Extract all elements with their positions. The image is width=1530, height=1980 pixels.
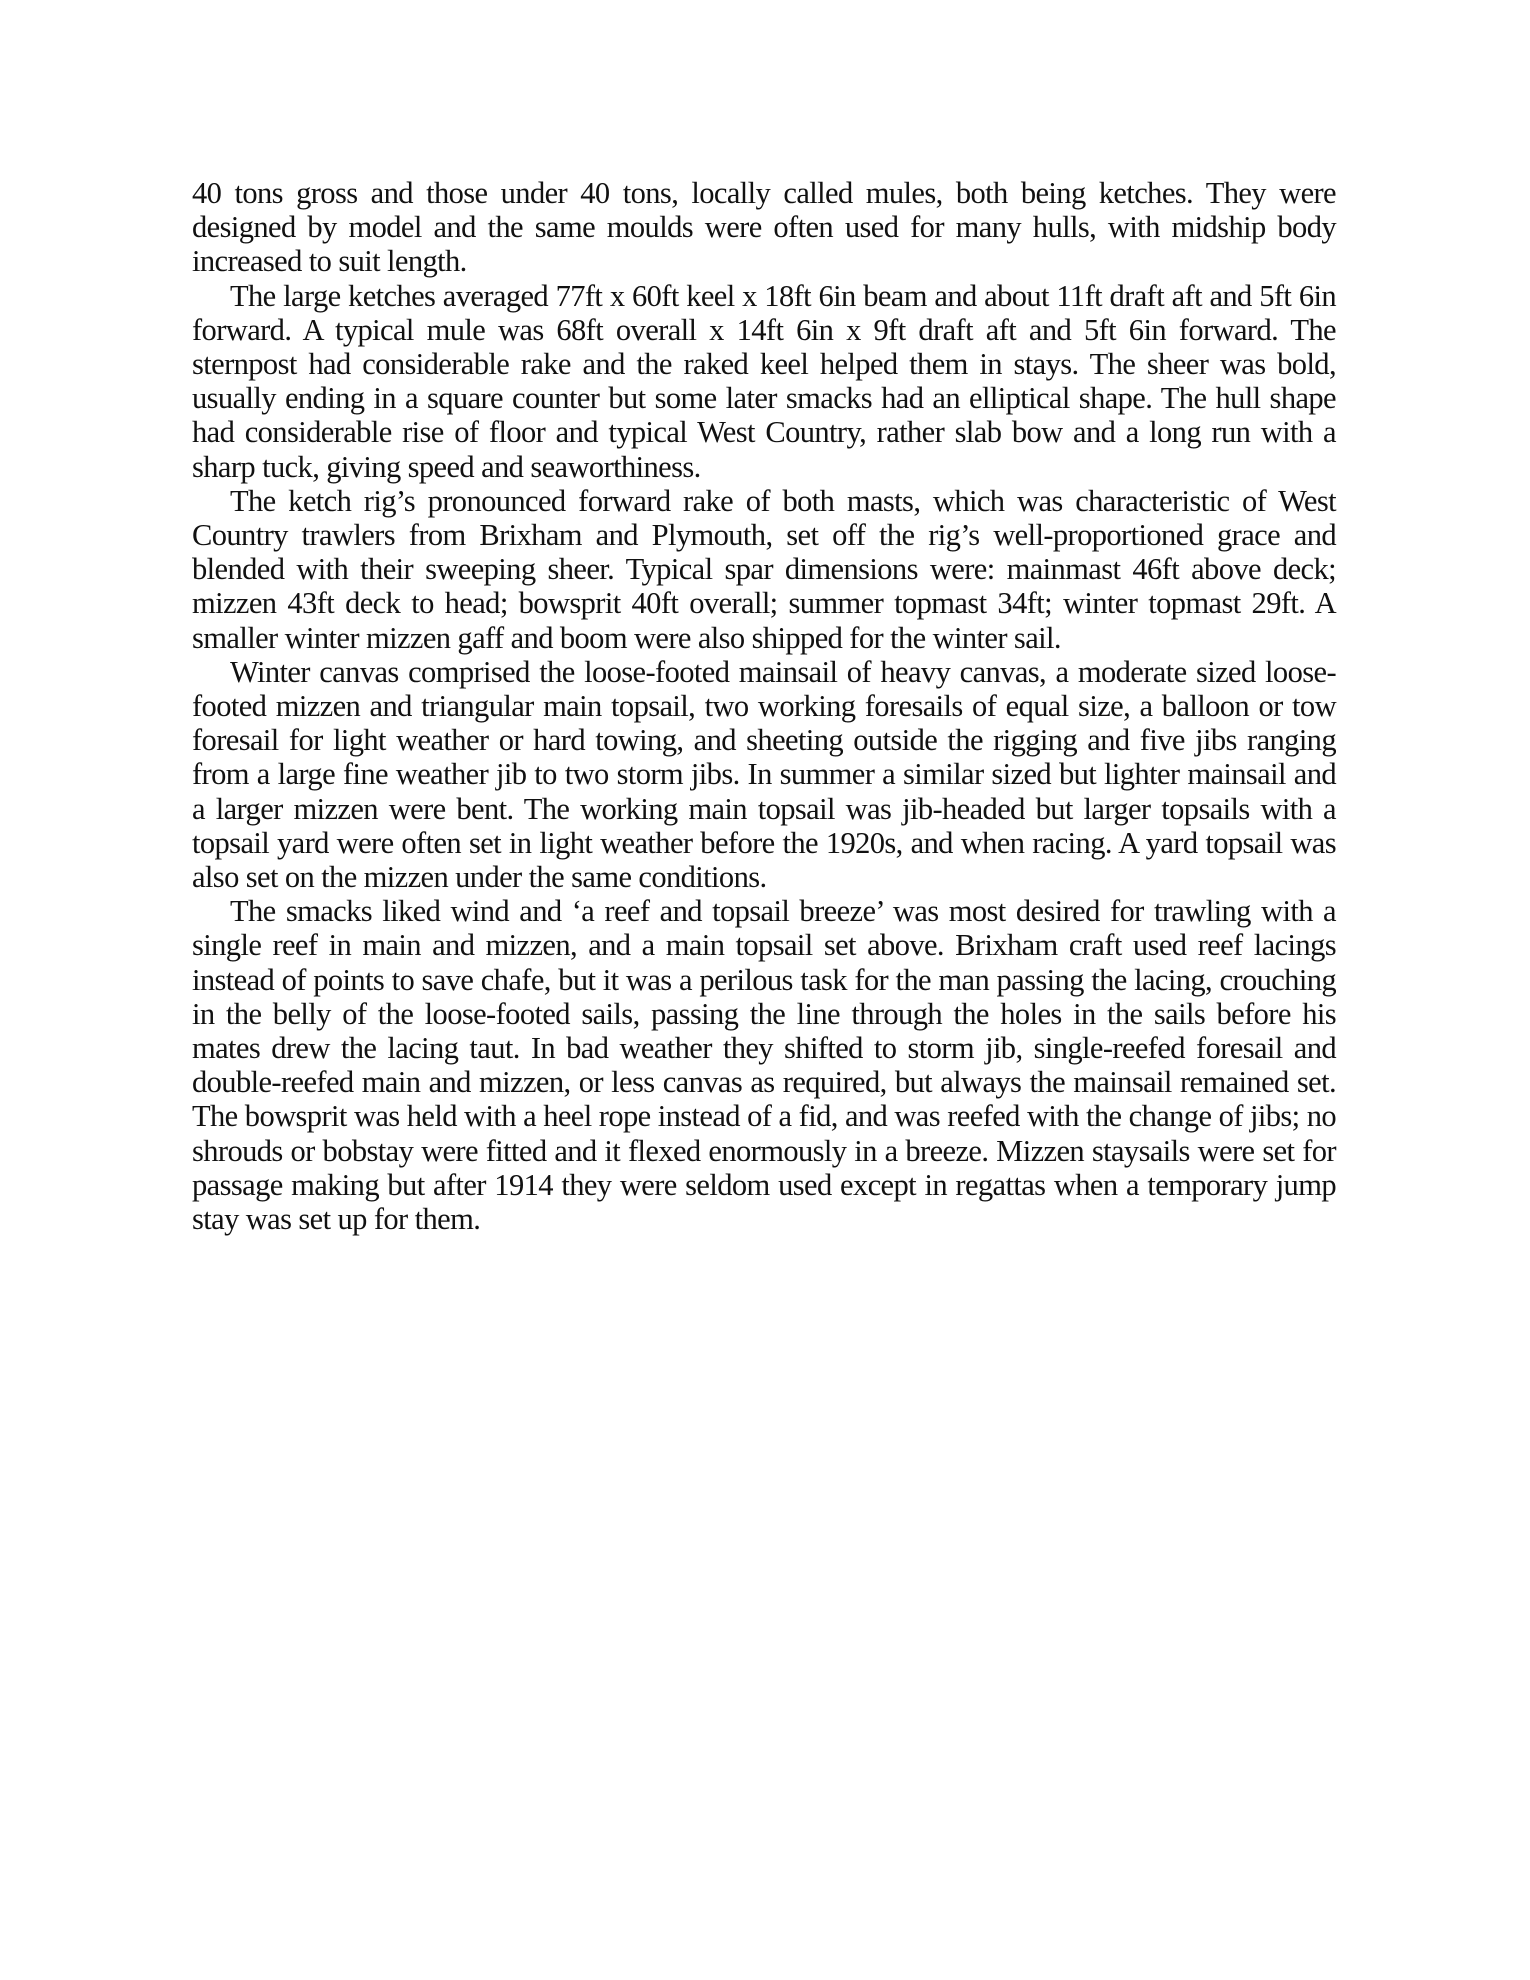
paragraph-hull-classes: 40 tons gross and those under 40 tons, locally called mules, both being ketches. They were designed by model and the same moulds were often used for many hulls, with midship body increased to suit length. — [192, 176, 1336, 279]
paragraph-ketch-rig: The ketch rig’s pronounced forward rake of both masts, which was characteristic of West Country trawlers from Brixham and Plymouth, set off the rig’s well-proportioned grace and blended with their sweeping sheer. Typical spar dimensions were: mainmast 46ft above deck; mizzen 43ft deck to head; bowsprit 40ft overall; summer topmast 34ft; winter topmast 29ft. A smaller winter mizzen gaff and boom were also shipped for the winter sail. — [192, 483, 1336, 655]
paragraph-winter-canvas: Winter canvas comprised the loose-footed mainsail of heavy canvas, a moderate sized loose-footed mizzen and triangular main topsail, two working foresails of equal size, a balloon or tow foresail for light weather or hard towing, and sheeting outside the rigging and five jibs ranging from a large fine weather jib to two storm jibs. In summer a similar sized but lighter mainsail and a larger mizzen were bent. The working main topsail was jib-headed but larger topsails with a topsail yard were often set in light weather before the 1920s, and when racing. A yard topsail was also set on the mizzen under the same conditions. — [192, 654, 1336, 895]
page-body — [192, 176, 1336, 1236]
paragraph-sailing-conditions: The smacks liked wind and ‘a reef and topsail breeze’ was most desired for trawling with a single reef in main and mizzen, and a main topsail set above. Brixham craft used reef lacings instead of points to save chafe, but it was a perilous task for the man passing the lacing, crouching in the belly of the loose-footed sails, passing the line through the holes in the sails before his mates drew the lacing taut. In bad weather they shifted to storm jib, single-reefed foresail and double-reefed main and mizzen, or less canvas as required, but always the mainsail remained set. The bowsprit was held with a heel rope instead of a fid, and was reefed with the change of jibs; no shrouds or bobstay were fitted and it flexed enormously in a breeze. Mizzen staysails were set for passage making but after 1914 they were seldom used except in regattas when a temporary jump stay was set up for them. — [192, 894, 1336, 1237]
paragraph-hull-dimensions: The large ketches averaged 77ft x 60ft keel x 18ft 6in beam and about 11ft draft aft and 5ft 6in forward. A typical mule was 68ft overall x 14ft 6in x 9ft draft aft and 5ft 6in forward. The sternpost had considerable rake and the raked keel helped them in stays. The sheer was bold, usually ending in a square counter but some later smacks had an elliptical shape. The hull shape had considerable rise of floor and typical West Country, rather slab bow and a long run with a sharp tuck, giving speed and seaworthiness. — [192, 278, 1336, 484]
